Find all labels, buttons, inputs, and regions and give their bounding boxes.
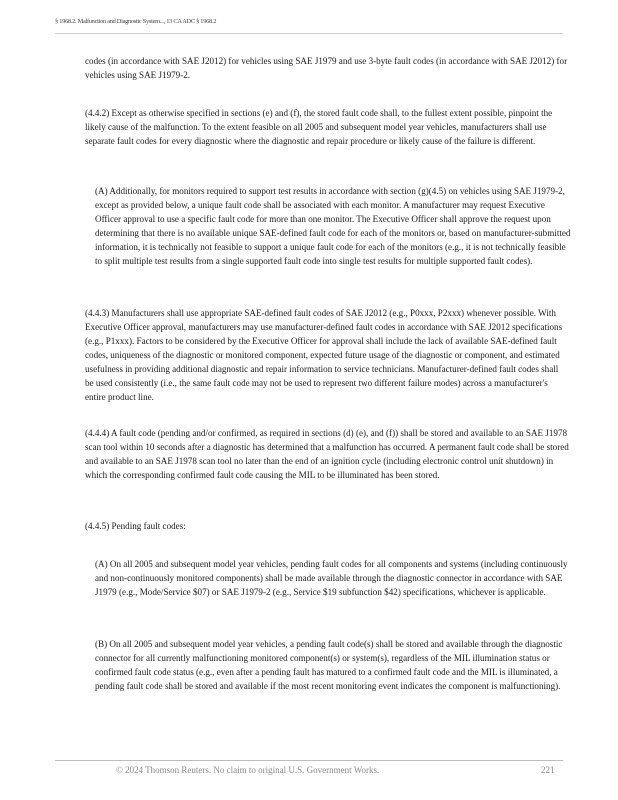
paragraph-4-4-2-a: (A) Additionally, for monitors required to support test results in accordance with section (g)(4.5) on vehicles using SAE J1979-2, except as provided below, a unique fault code shall be associated with each monitor. A manufacturer may request Executive Officer approval to use a specific fault code for more than one monitor. The Executive Officer shall approve the request upon determining that there is no available unique SAE-defined fault code for each of the monitors or, based on manufacturer-submitted information, it is technically not feasible to support a unique fault code for each of the monitors (e.g., it is not technically feasible to split multiple test results from a single supported fault code into single test results for multiple supported fault codes).	[95, 186, 571, 266]
header-divider	[55, 33, 563, 34]
copyright-notice: © 2024 Thomson Reuters. No claim to original U.S. Government Works.	[116, 765, 380, 775]
paragraph-4-4-5-b: (B) On all 2005 and subsequent model year vehicles, a pending fault code(s) shall be stored and available through the diagnostic connector for all currently malfunctioning monitored component(s) or system(s), regardless of the MIL illumination status or confirmed fault code status (e.g., even after a pending fault has matured to a confirmed fault code and the MIL is illuminated, a pending fault code shall be stored and available if the most recent monitoring event indicates the component is malfunctioning).	[95, 639, 563, 691]
paragraph-4-4-2: (4.4.2) Except as otherwise specified in sections (e) and (f), the stored fault code shall, to the fullest extent possible, pinpoint the likely cause of the malfunction. To the extent feasible on all 2005 and subsequent model year vehicles, manufacturers shall use separate fault codes for every diagnostic where the diagnostic and repair procedure or likely cause of the failure is different.	[85, 108, 553, 146]
footer-divider	[55, 760, 563, 761]
page-number: 221	[541, 765, 555, 775]
running-head: § 1968.2. Malfunction and Diagnostic System..., 13 CA ADC § 1968.2	[55, 18, 217, 25]
paragraph-4-4-5: (4.4.5) Pending fault codes:	[85, 521, 186, 531]
paragraph-continuation: codes (in accordance with SAE J2012) for vehicles using SAE J1979 and use 3-byte fault codes (in accordance with SAE J2012) for vehicles using SAE J1979-2.	[85, 56, 568, 80]
paragraph-4-4-4: (4.4.4) A fault code (pending and/or confirmed, as required in sections (d) (e), and (f)) shall be stored and available to an SAE J1978 scan tool within 10 seconds after a diagnostic has determined that a malfunction has occurred. A permanent fault code shall be stored and available to an SAE J1978 scan tool no later than the end of an ignition cycle (including electronic control unit shutdown) in which the corresponding confirmed fault code causing the MIL to be illuminated has been stored.	[85, 428, 569, 480]
paragraph-4-4-5-a: (A) On all 2005 and subsequent model year vehicles, pending fault codes for all components and systems (including continuously and non-continuously monitored components) shall be made available through the diagnostic connector in accordance with SAE J1979 (e.g., Mode/Service $07) or SAE J1979-2 (e.g., Service $19 subfunction $42) specifications, whichever is applicable.	[95, 559, 568, 597]
paragraph-4-4-3: (4.4.3) Manufacturers shall use appropriate SAE-defined fault codes of SAE J2012 (e.g., P0xxx, P2xxx) whenever possible. With Executive Officer approval, manufacturers may use manufacturer-defined fault codes in accordance with SAE J2012 specifications (e.g., P1xxx). Factors to be considered by the Executive Officer for approval shall include the lack of available SAE-defined fault codes, uniqueness of the diagnostic or monitored component, expected future usage of the diagnostic or component, and estimated usefulness in providing additional diagnostic and repair information to service technicians. Manufacturer-defined fault codes shall be used consistently (i.e., the same fault code may not be used to represent two different failure modes) across a manufacturer's entire product line.	[85, 308, 563, 402]
